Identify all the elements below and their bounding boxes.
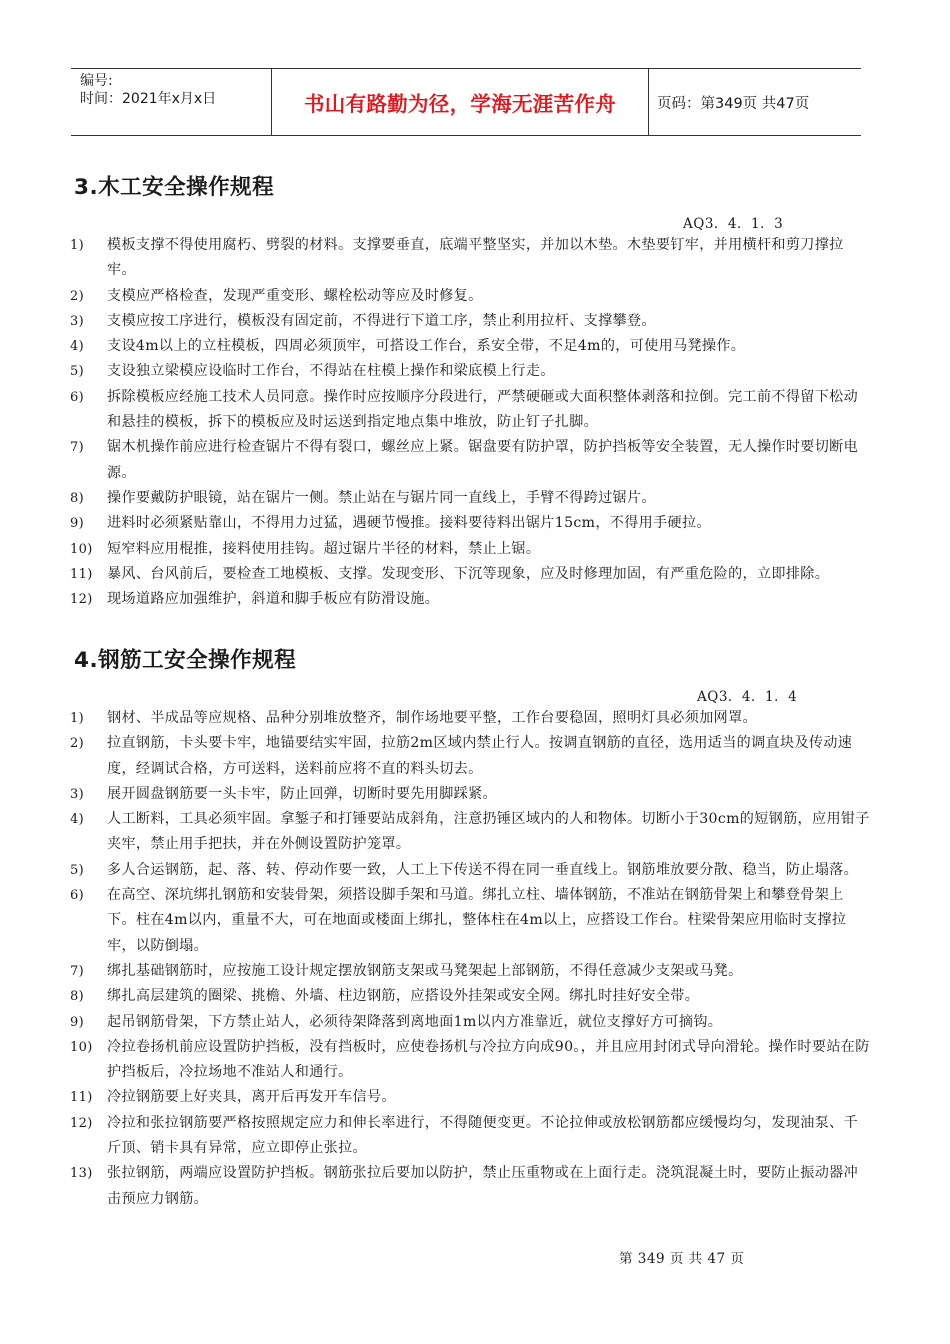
item-text: 支模应严格检查，发现严重变形、螺栓松动等应及时修复。 [107, 287, 483, 304]
section-list [70, 706, 870, 1212]
item-number: 7) [70, 963, 85, 979]
header-motto: 书山有路勤为径，学海无涯苦作舟 [304, 92, 616, 116]
item-text: 展开圆盘钢筋要一头卡牢，防止回弹，切断时要先用脚踩紧。 [107, 785, 497, 802]
item-text: 绑扎高层建筑的圈梁、挑檐、外墙、柱边钢筋，应搭设外挂架或安全网。绑扎时挂好安全带。 [107, 988, 700, 1005]
section-code: AQ3．4．1．3 [683, 216, 784, 232]
item-number: 5) [70, 862, 85, 878]
list-item [70, 385, 870, 436]
item-number: 6) [70, 888, 85, 904]
doc-number-label: 编号: [80, 73, 113, 89]
header-page-label: 页码：第349页 共47页 [657, 95, 810, 112]
list-item [70, 486, 870, 511]
item-text: 钢材、半成品等应规格、品种分别堆放整齐，制作场地要平整，工作台要稳固，照明灯具必须加网罩。 [107, 710, 757, 726]
item-text: 支设独立梁模应设临时工作台，不得站在柱模上操作和梁底模上行走。 [107, 363, 555, 380]
list-item [70, 587, 870, 612]
item-number: 6) [70, 389, 85, 405]
list-item [70, 562, 870, 587]
page-header [71, 68, 861, 136]
item-number: 10) [70, 541, 93, 557]
item-number: 11) [70, 1090, 93, 1106]
list-item [70, 309, 870, 334]
item-text: 张拉钢筋，两端应设置防护挡板。钢筋张拉后要加以防护，禁止压重物或在上面行走。浇筑混凝土时，要防止振动器冲击预应力钢筋。 [107, 1165, 859, 1207]
list-item [70, 1085, 870, 1110]
list-item [70, 334, 870, 359]
item-number: 1) [70, 238, 85, 253]
item-text: 冷拉和张拉钢筋要严格按照规定应力和伸长率进行，不得随便变更。不论拉伸或放松钢筋都应缓慢均匀，发现油泵、千斤顶、销卡具有异常，应立即停止张拉。 [107, 1114, 859, 1157]
item-number: 10) [70, 1039, 93, 1055]
item-text: 拆除模板应经施工技术人员同意。操作时应按顺序分段进行，严禁硬砸或大面积整体剥落和拉倒。完工前不得留下松动和悬挂的模板，拆下的模板应及时运送到指定地点集中堆放，防止钉子扎脚。 [107, 388, 859, 431]
item-text: 进料时必须紧贴靠山，不得用力过猛，遇硬节慢推。接料要待料出锯片15cm，不得用手硬拉。 [107, 515, 711, 532]
list-item [70, 959, 870, 984]
item-number: 12) [70, 1115, 93, 1131]
list-item [70, 233, 870, 284]
section-code: AQ3．4．1．4 [697, 689, 798, 705]
item-number: 13) [70, 1166, 93, 1182]
list-item [70, 511, 870, 536]
header-page-cell [649, 69, 861, 135]
list-item [70, 984, 870, 1009]
section-list [70, 233, 870, 612]
list-item [70, 782, 870, 807]
item-number: 11) [70, 566, 93, 582]
list-item [70, 883, 870, 959]
item-text: 支设4m以上的立柱模板，四周必须顶牢，可搭设工作台，系安全带，不足4m的，可使用马凳操作。 [107, 338, 746, 355]
item-text: 多人合运钢筋，起、落、转、停动作要一致，人工上下传送不得在同一垂直线上。钢筋堆放要分散、稳当，防止塌落。 [107, 861, 859, 878]
list-item [70, 284, 870, 309]
item-number: 4) [70, 339, 85, 355]
item-number: 4) [70, 812, 85, 828]
item-text: 冷拉卷扬机前应设置防护挡板，没有挡板时，应使卷扬机与冷拉方向成90。，并且应用封闭式导向滑轮。操作时要站在防护挡板后，冷拉场地不准站人和通行。 [107, 1038, 870, 1081]
item-number: 7) [70, 440, 85, 456]
item-text: 起吊钢筋骨架，下方禁止站人，必须待架降落到离地面1m以内方准靠近，就位支撑好方可摘钩。 [107, 1013, 723, 1030]
item-text: 短窄料应用棍推，接料使用挂钩。超过锯片半径的材料，禁止上锯。 [107, 540, 541, 557]
section-title: 3.木工安全操作规程 [74, 175, 275, 200]
item-text: 拉直钢筋，卡头要卡牢，地锚要结实牢固，拉筋2m区域内禁止行人。按调直钢筋的直径，选用适当的调直块及传动速度，经调试合格，方可送料，送料前应将不直的料头切去。 [107, 735, 853, 777]
item-number: 9) [70, 1014, 85, 1030]
item-text: 暴风、台风前后，要检查工地模板、支撑。发现变形、下沉等现象，应及时修理加固，有严重危险的，立即排除。 [107, 565, 830, 582]
item-text: 模板支撑不得使用腐朽、劈裂的材料。支撑要垂直，底端平整坚实，并加以木垫。木垫要钉牢，并用横杆和剪刀撑拉牢。 [107, 237, 844, 279]
item-number: 2) [70, 288, 85, 304]
doc-time-label: 时间：2021年x月x日 [80, 91, 217, 107]
item-text: 冷拉钢筋要上好夹具，离开后再发开车信号。 [107, 1089, 396, 1106]
list-item [70, 537, 870, 562]
item-number: 3) [70, 786, 85, 802]
item-number: 5) [70, 364, 85, 380]
list-item [70, 706, 870, 731]
item-text: 锯木机操作前应进行检查锯片不得有裂口，螺丝应上紧。锯盘要有防护罩，防护挡板等安全装置，无人操作时要切断电源。 [107, 439, 859, 481]
list-item [70, 359, 870, 384]
list-item [70, 1010, 870, 1035]
item-number: 2) [70, 736, 85, 752]
item-number: 3) [70, 313, 85, 329]
item-text: 在高空、深坑绑扎钢筋和安装骨架，须搭设脚手架和马道。绑扎立柱、墙体钢筋，不准站在钢筋骨架上和攀登骨架上下。柱在4m以内，重量不大，可在地面或楼面上绑扎，整体柱在4m以上，应搭设工作台。柱梁骨架应用临时支撑拉牢，以防倒塌。 [107, 887, 847, 954]
list-item [70, 731, 870, 782]
item-text: 现场道路应加强维护，斜道和脚手板应有防滑设施。 [107, 591, 440, 608]
page-footer: 第 349 页 共 47 页 [619, 1251, 745, 1267]
item-number: 8) [70, 989, 85, 1005]
item-text: 操作要戴防护眼镜，站在锯片一侧。禁止站在与锯片同一直线上，手臂不得跨过锯片。 [107, 489, 656, 506]
item-text: 绑扎基础钢筋时，应按施工设计规定摆放钢筋支架或马凳架起上部钢筋，不得任意减少支架或马凳。 [107, 962, 743, 979]
list-item [70, 435, 870, 486]
list-item [70, 1111, 870, 1162]
list-item [70, 807, 870, 858]
header-meta [71, 69, 272, 135]
item-number: 1) [70, 711, 85, 726]
header-motto-cell [272, 69, 649, 135]
item-text: 人工断料，工具必须牢固。拿錾子和打锤要站成斜角，注意扔锤区域内的人和物体。切断小于30cm的短钢筋，应用钳子夹牢，禁止用手把扶，并在外侧设置防护笼罩。 [107, 811, 870, 853]
section-title: 4.钢筋工安全操作规程 [74, 648, 297, 673]
list-item [70, 1161, 870, 1212]
list-item [70, 1035, 870, 1086]
item-number: 12) [70, 592, 93, 608]
item-number: 8) [70, 490, 85, 506]
item-text: 支模应按工序进行，模板没有固定前，不得进行下道工序，禁止利用拉杆、支撑攀登。 [107, 312, 656, 329]
list-item [70, 858, 870, 883]
item-number: 9) [70, 516, 85, 532]
